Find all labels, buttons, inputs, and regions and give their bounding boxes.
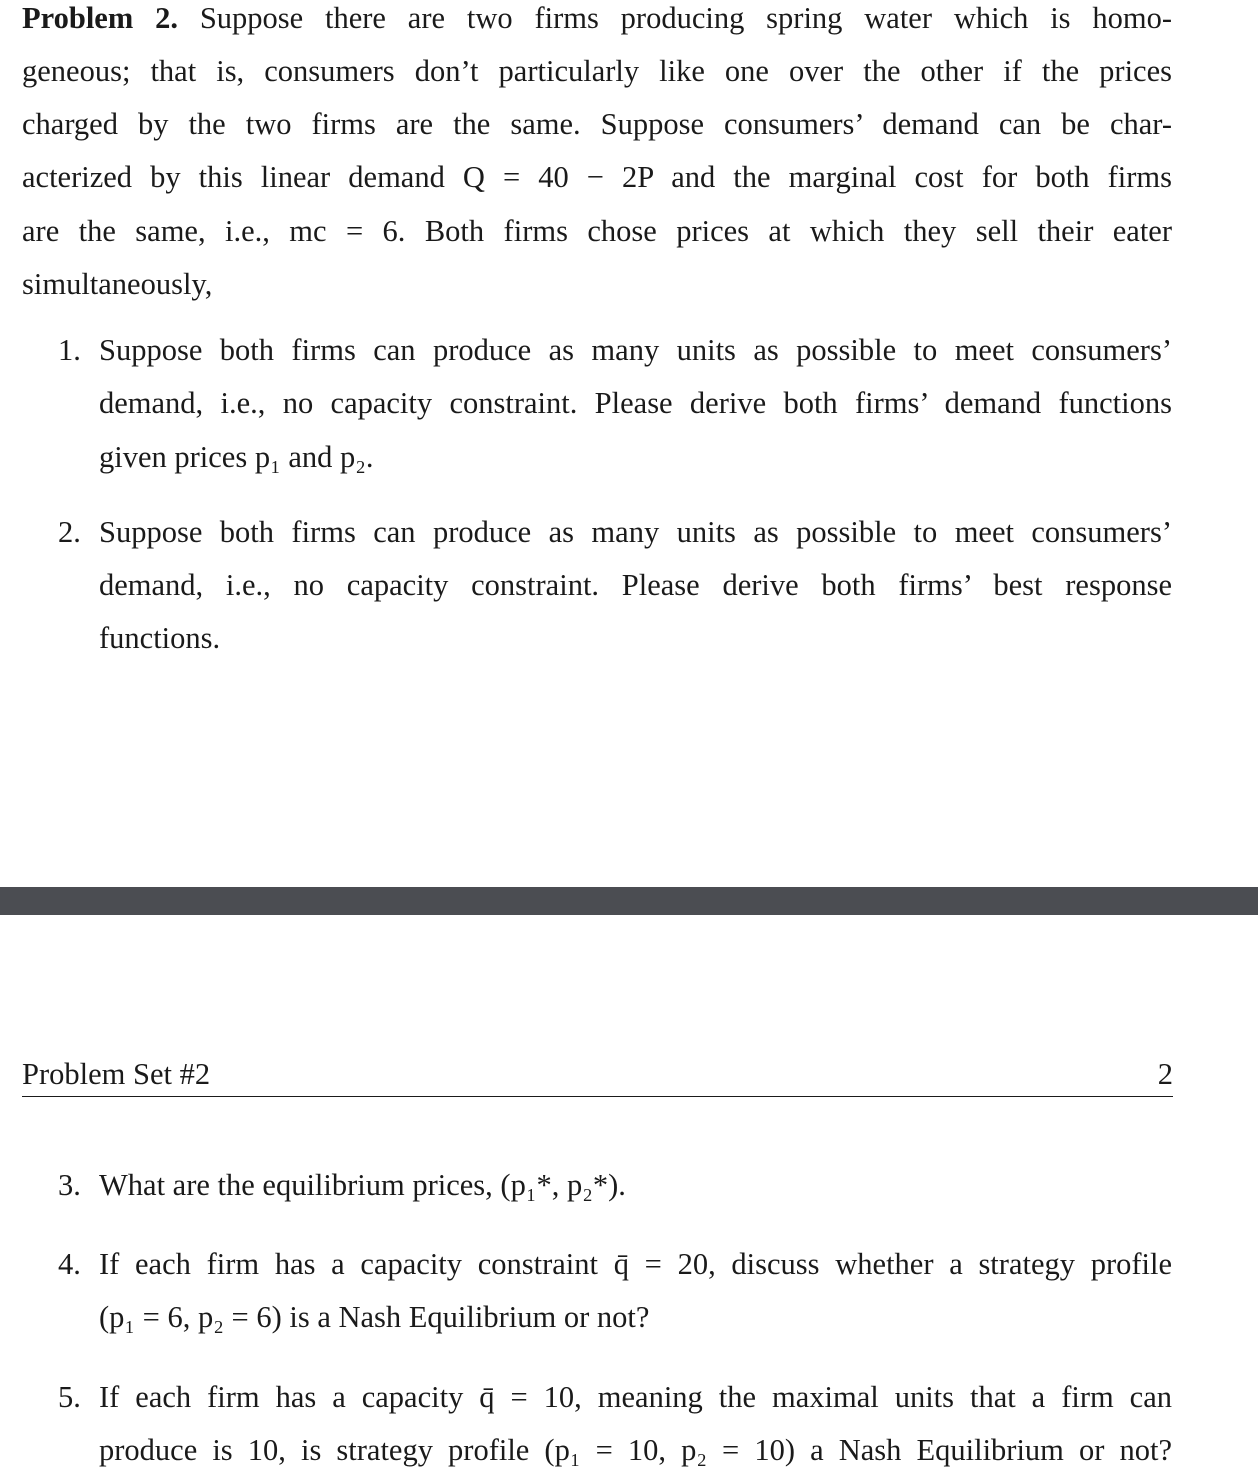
item-4-line-2: (p₁ = 6, p₂ = 6) is a Nash Equilibrium or not? [99, 1300, 650, 1334]
item-2-number: 2. [58, 515, 81, 549]
item-1-line-2: demand, i.e., no capacity constraint. Please derive both firms’ demand functions [99, 386, 1172, 420]
item-3-line-1: What are the equilibrium prices, (p₁*, p₂*). [99, 1168, 626, 1202]
item-5-line-2: produce is 10, is strategy profile (p₁ = 10, p₂ = 10) a Nash Equilibrium or not? [99, 1433, 1172, 1467]
problem-intro-line-5: are the same, i.e., mc = 6. Both firms chose prices at which they sell their eater [22, 214, 1172, 248]
item-2-line-2: demand, i.e., no capacity constraint. Please derive both firms’ best response [99, 568, 1172, 602]
page-separator [0, 887, 1258, 915]
problem-intro-line-4: acterized by this linear demand Q = 40 − 2P and the marginal cost for both firms [22, 160, 1172, 194]
problem-intro-line-1: Problem 2. Suppose there are two firms producing spring water which is homo- [22, 1, 1173, 35]
item-2-line-3: functions. [99, 621, 221, 655]
item-5-line-1: If each firm has a capacity q̄ = 10, meaning the maximal units that a firm can [99, 1380, 1172, 1414]
item-4-number: 4. [58, 1247, 81, 1281]
running-header [22, 1056, 1173, 1097]
problem-intro-line-3: charged by the two firms are the same. Suppose consumers’ demand can be char- [22, 107, 1172, 141]
item-1-line-1: Suppose both firms can produce as many units as possible to meet consumers’ [99, 333, 1172, 367]
item-4-line-1: If each firm has a capacity constraint q̄ = 20, discuss whether a strategy profile [99, 1247, 1172, 1281]
problem-heading: Problem 2. [22, 1, 178, 35]
header-title: Problem Set #2 [22, 1057, 211, 1091]
item-1-line-3: given prices p₁ and p₂. [99, 440, 374, 474]
problem-intro-line-2: geneous; that is, consumers don’t particularly like one over the other if the prices [22, 54, 1172, 88]
item-5-number: 5. [58, 1380, 81, 1414]
header-page-number: 2 [1157, 1057, 1173, 1091]
problem-intro-line-6: simultaneously, [22, 267, 213, 301]
item-2-line-1: Suppose both firms can produce as many units as possible to meet consumers’ [99, 515, 1172, 549]
item-1-number: 1. [58, 333, 81, 367]
item-3-number: 3. [58, 1168, 81, 1202]
